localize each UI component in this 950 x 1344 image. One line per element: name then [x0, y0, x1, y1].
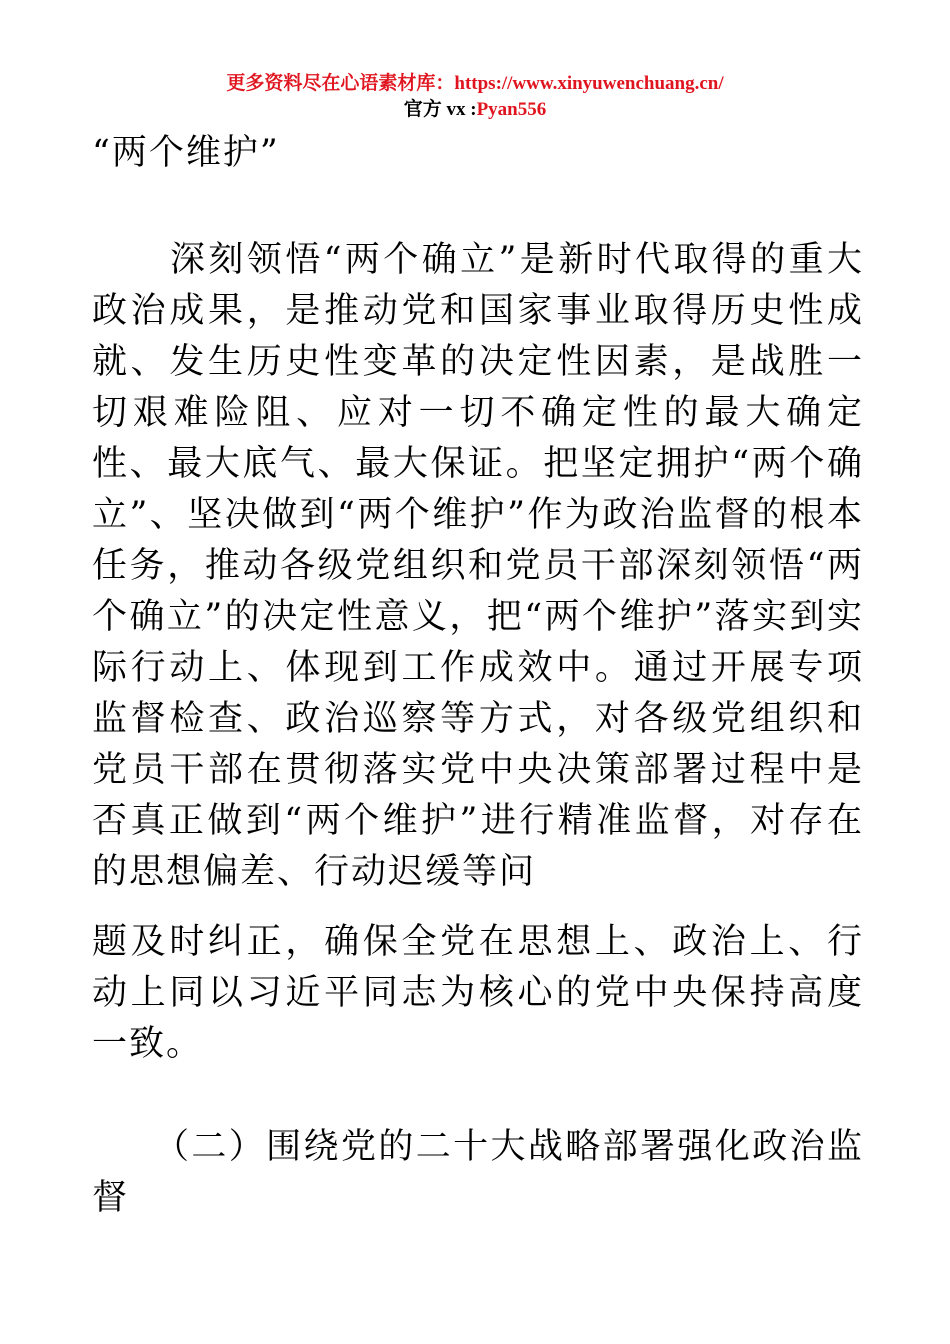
header-url-link[interactable]: https://www.xinyuwenchuang.cn/	[454, 73, 724, 94]
body-paragraph-2: 题及时纠正，确保全党在思想上、政治上、行动上同以习近平同志为核心的党中央保持高度一致。	[92, 922, 864, 1064]
header-source-line	[0, 71, 950, 97]
body-paragraph-1: 深刻领悟“两个确立”是新时代取得的重大政治成果，是推动党和国家事业取得历史性成就、发生历史性变革的决定性因素，是战胜一切艰难险阻、应对一切不确定性的最大确定性、最大底气、最大保证。把坚定拥护“两个确立”、坚决做到“两个维护”作为政治监督的根本任务，推动各级党组织和党员干部深刻领悟“两个确立”的决定性意义，把“两个维护”落实到实际行动上、体现到工作成效中。通过开展专项监督检查、政治巡察等方式，对各级党组织和党员干部在贯彻落实党中央决策部署过程中是否真正做到“两个维护”进行精准监督，对存在的思想偏差、行动迟缓等问	[92, 240, 864, 892]
header-vx-label: 官方 vx :	[403, 99, 477, 120]
header-vx-id: Pyan556	[476, 99, 547, 120]
header-contact-line	[0, 97, 950, 123]
header-prefix: 更多资料尽在心语素材库：	[226, 73, 455, 94]
section-heading: （二）围绕党的二十大战略部署强化政治监督	[92, 1127, 864, 1218]
continuation-text: “两个维护”	[92, 133, 280, 173]
